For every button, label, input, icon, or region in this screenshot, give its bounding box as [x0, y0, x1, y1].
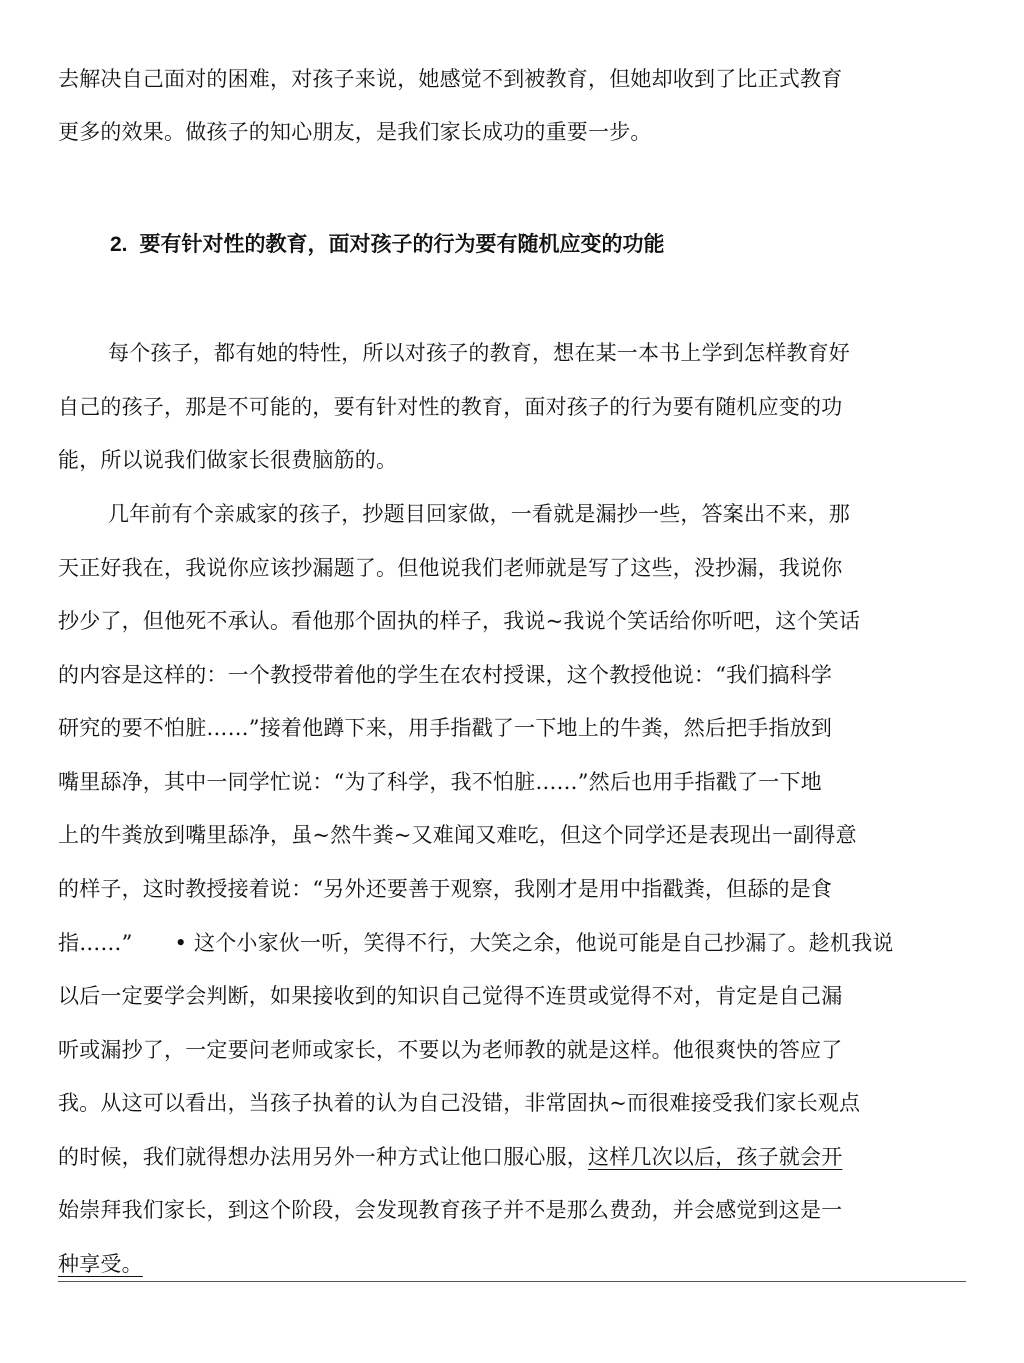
plain-text: 的时候，我们就得想办法用另外一种方式让他口服心服， — [58, 1145, 588, 1169]
intro-line-2: 更多的效果。做孩子的知心朋友，是我们家长成功的重要一步。 — [58, 120, 652, 144]
paragraph-2-line-10: 以后一定要学会判断，如果接收到的知识自己觉得不连贯或觉得不对，肯定是自己漏 — [58, 984, 843, 1008]
bullet-sentence: • 这个小家伙一听，笑得不行，大笑之余，他说可能是自己抄漏了。趁机我说 — [174, 931, 894, 955]
section-title: 要有针对性的教育，面对孩子的行为要有随机应变的功能 — [139, 231, 665, 256]
underlined-text: 这样几次以后，孩子就会开 — [588, 1145, 843, 1169]
paragraph-2-line-11: 听或漏抄了，一定要问老师或家长，不要以为老师教的就是这样。他很爽快的答应了 — [58, 1038, 843, 1062]
paragraph-2-line-6: 嘴里舔净，其中一同学忙说：“为了科学，我不怕脏……”然后也用手指戳了一下地 — [58, 770, 822, 794]
section-number: 2. — [110, 233, 128, 256]
paragraph-2-line-1: 几年前有个亲戚家的孩子，抄题目回家做，一看就是漏抄一些，答案出不来，那 — [108, 502, 850, 526]
paragraph-2-line-12: 我。从这可以看出，当孩子执着的认为自己没错，非常固执~而很难接受我们家长观点 — [58, 1091, 861, 1115]
paragraph-2-line-13 — [58, 1142, 842, 1172]
paragraph-1-line-2: 自己的孩子，那是不可能的，要有针对性的教育，面对孩子的行为要有随机应变的功 — [58, 395, 843, 419]
paragraph-2-line-3: 抄少了，但他死不承认。看他那个固执的样子，我说~我说个笑话给你听吧，这个笑话 — [58, 609, 861, 633]
paragraph-1-line-1: 每个孩子，都有她的特性，所以对孩子的教育，想在某一本书上学到怎样教育好 — [108, 341, 850, 365]
section-heading — [110, 229, 665, 260]
underlined-text-end: 种享受。 — [58, 1252, 143, 1276]
paragraph-2-line-15 — [58, 1249, 143, 1279]
paragraph-2-line-4: 的内容是这样的：一个教授带着他的学生在农村授课，这个教授他说：“我们搞科学 — [58, 663, 833, 687]
paragraph-2-line-14: 始崇拜我们家长，到这个阶段，会发现教育孩子并不是那么费劲，并会感觉到这是一 — [58, 1198, 843, 1222]
paragraph-2-line-7: 上的牛粪放到嘴里舔净，虽~然牛粪~又难闻又难吃，但这个同学还是表现出一副得意 — [58, 823, 857, 847]
paragraph-1-line-3: 能，所以说我们做家长很费脑筋的。 — [58, 448, 398, 472]
quote-end-text: 指……” — [58, 931, 133, 955]
paragraph-2-line-9 — [58, 928, 894, 958]
paragraph-2-line-5: 研究的要不怕脏……”接着他蹲下来，用手指戳了一下地上的牛粪，然后把手指放到 — [58, 716, 833, 740]
intro-line-1: 去解决自己面对的困难，对孩子来说，她感觉不到被教育，但她却收到了比正式教育 — [58, 67, 843, 91]
paragraph-2-line-8: 的样子，这时教授接着说：“另外还要善于观察，我刚才是用中指戳粪，但舔的是食 — [58, 877, 833, 901]
footer-divider — [58, 1281, 966, 1282]
paragraph-2-line-2: 天正好我在，我说你应该抄漏题了。但他说我们老师就是写了这些，没抄漏，我说你 — [58, 556, 843, 580]
